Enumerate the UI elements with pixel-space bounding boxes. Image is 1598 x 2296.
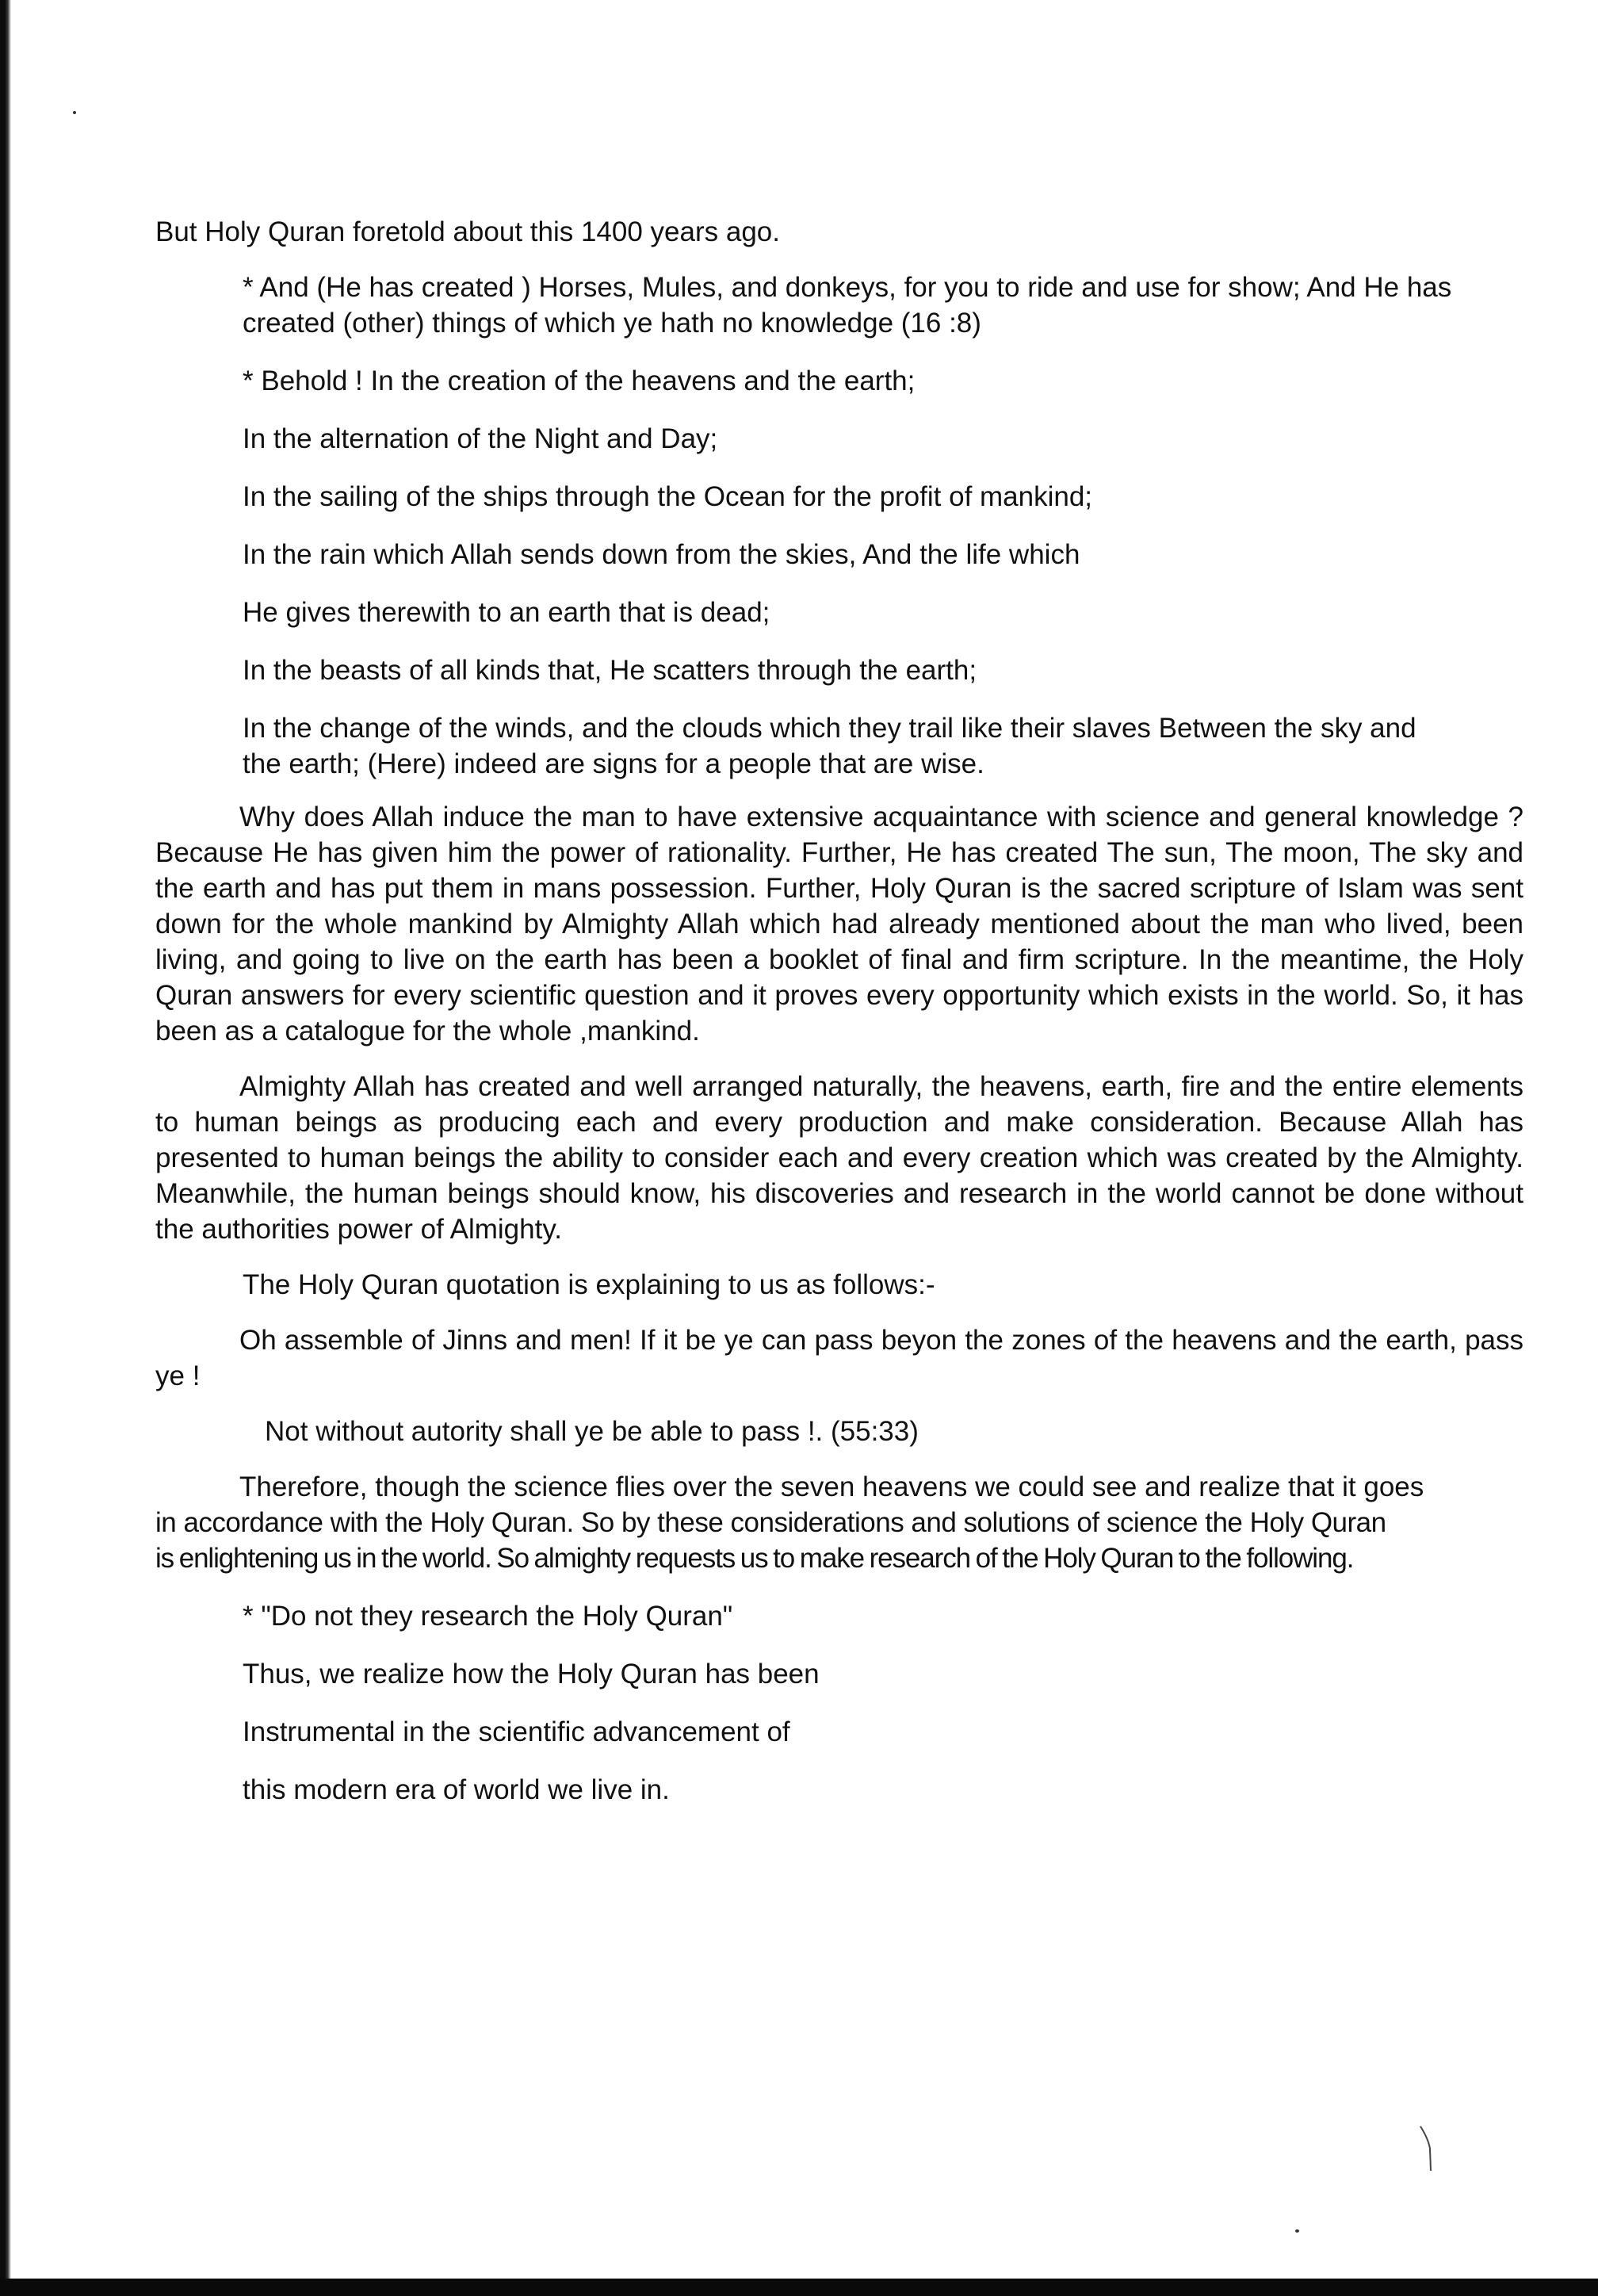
bullet-horses xyxy=(155,270,1523,341)
scan-edge-left xyxy=(0,0,11,2296)
verse-line-3: In the rain which Allah sends down from the skies, And the life which xyxy=(243,539,1080,570)
verse-last xyxy=(155,710,1523,782)
paragraph-science-line-1: Therefore, though the science flies over the seven heavens we could see and realize that it goes xyxy=(239,1471,1424,1502)
paragraph-science xyxy=(155,1469,1523,1576)
quote-intro: The Holy Quran quotation is explaining to us as follows:- xyxy=(243,1269,935,1300)
bullet-horses-line-1: * And (He has created ) Horses, Mules, and donkeys, for you to ride and use for show; And He has xyxy=(243,272,1452,303)
closing-line-1: Thus, we realize how the Holy Quran has been xyxy=(243,1659,820,1689)
verse-last-line-2: the earth; (Here) indeed are signs for a people that are wise. xyxy=(243,748,984,779)
document-page xyxy=(155,214,1523,1808)
paragraph-science-line-2: in accordance with the Holy Quran. So by these considerations and solutions of science the Holy Quran xyxy=(155,1507,1386,1538)
verse-line-2: In the sailing of the ships through the Ocean for the profit of mankind; xyxy=(243,481,1093,512)
closing-line-2: Instrumental in the scientific advancement of xyxy=(243,1716,790,1747)
verse-last-line-1: In the change of the winds, and the clouds which they trail like their slaves Between the sky and xyxy=(243,713,1416,744)
scan-speck xyxy=(73,111,76,114)
paragraph-creation: Almighty Allah has created and well arranged naturally, the heavens, earth, fire and the entire elements to human beings as producing each and every production and make consideration. Because Allah has presented to human beings the ability to consider each and every creation which was created by the Almighty. Meanwhile, the human beings should know, his discoveries and research in the world cannot be done without the authorities power of Almighty. xyxy=(155,1071,1523,1245)
verse-line-1: In the alternation of the Night and Day; xyxy=(243,423,718,454)
paragraph-science-line-3: is enlightening us in the world. So almighty requests us to make research of the Holy Quran to the following. xyxy=(155,1543,1354,1574)
bullet-behold: * Behold ! In the creation of the heavens and the earth; xyxy=(243,365,916,396)
verse-line-5: In the beasts of all kinds that, He scatters through the earth; xyxy=(243,655,977,686)
scan-speck xyxy=(1295,2229,1299,2233)
intro-line: But Holy Quran foretold about this 1400 years ago. xyxy=(155,216,780,247)
quote-authority: Not without autority shall ye be able to pass !. (55:33) xyxy=(265,1416,919,1447)
closing-line-3: this modern era of world we live in. xyxy=(243,1774,670,1805)
pen-mark xyxy=(1419,2125,1435,2172)
paragraph-rationality: Why does Allah induce the man to have extensive acquaintance with science and general knowledge ? Because He has given him the power of rationality. Further, He has created The sun, The moon, The sky and the earth and has put them in mans possession. Further, Holy Quran is the sacred scripture of Islam was sent down for the whole mankind by Almighty Allah which had already mentioned about the man who lived, been living, and going to live on the earth has been a booklet of final and firm scripture. In the meantime, the Holy Quran answers for every scientific question and it proves every opportunity which exists in the world. So, it has been as a catalogue for the whole ,mankind. xyxy=(155,802,1523,1047)
bullet-horses-line-2: created (other) things of which ye hath no knowledge (16 :8) xyxy=(243,308,981,339)
scan-edge-bottom xyxy=(0,2279,1598,2296)
bullet-research: * "Do not they research the Holy Quran" xyxy=(243,1601,733,1632)
verse-line-4: He gives therewith to an earth that is dead; xyxy=(243,597,770,628)
quote-jinns: Oh assemble of Jinns and men! If it be ye can pass beyon the zones of the heavens and the earth, pass ye ! xyxy=(155,1325,1523,1391)
